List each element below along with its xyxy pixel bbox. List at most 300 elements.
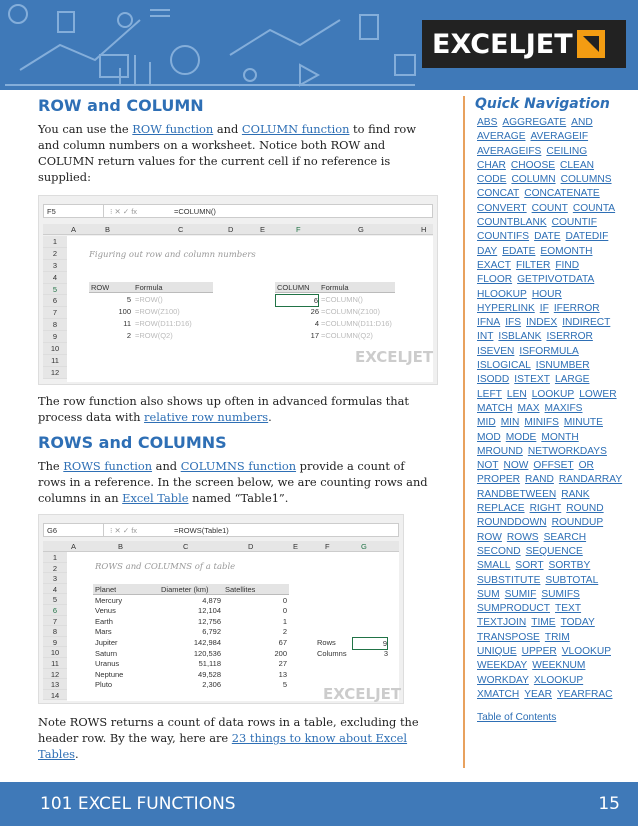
paragraph-intro [38, 121, 436, 185]
nav-link[interactable]: TODAY [560, 617, 595, 629]
sheet-title: ROWS and COLUMNS of a table [95, 562, 236, 572]
planet-name: Uranus [95, 659, 120, 669]
planet-name: Mars [95, 627, 112, 637]
watermark: EXCELJET [323, 685, 402, 703]
nav-line [477, 616, 623, 630]
nav-link[interactable]: SEQUENCE [525, 545, 583, 557]
nav-link[interactable]: CONCAT [477, 188, 520, 200]
nav-link[interactable]: RAND [525, 474, 554, 486]
nav-link[interactable]: EXACT [477, 259, 511, 271]
formula-text: =ROWS(Table1) [174, 525, 229, 535]
nav-link[interactable]: CONVERT [477, 202, 527, 214]
nav-line [477, 659, 623, 673]
nav-link[interactable]: AVERAGEIF [530, 131, 589, 143]
rows-value-active-cell: 9 [352, 637, 388, 650]
left-value: 5 [126, 295, 131, 304]
nav-link[interactable]: DATEDIF [565, 231, 609, 243]
nav-link[interactable]: GETPIVOTDATA [517, 274, 595, 286]
nav-link[interactable]: UPPER [521, 645, 557, 657]
link-excel-tables-23-things[interactable]: 23 things to know about Excel Tables [38, 731, 408, 761]
row-num: 2 [43, 248, 67, 260]
left-value: 100 [118, 307, 131, 316]
nav-line [477, 345, 623, 359]
row-num: 11 [43, 355, 67, 367]
row-num: 9 [43, 331, 67, 343]
nav-link[interactable]: ISERROR [546, 331, 593, 343]
nav-link[interactable]: MONTH [541, 431, 579, 443]
row-num: 7 [43, 307, 67, 319]
nav-link[interactable]: NOW [503, 460, 529, 472]
row-num: 8 [43, 626, 67, 637]
right-value: 4 [314, 319, 319, 328]
nav-line [477, 288, 623, 302]
nav-line [477, 187, 623, 201]
text: The [38, 459, 64, 473]
planet-satellites: 0 [282, 595, 287, 605]
col-g: G [358, 225, 364, 234]
nav-line [477, 602, 623, 616]
nav-line [477, 373, 623, 387]
name-box: G6 [44, 524, 104, 536]
planet-name: Venus [95, 606, 116, 616]
section-title-row-column: ROW and COLUMN [38, 96, 204, 115]
nav-link[interactable]: FLOOR [477, 274, 513, 286]
nav-link[interactable]: ISODD [477, 374, 510, 386]
nav-link[interactable]: CLEAN [560, 159, 595, 171]
nav-line [477, 516, 623, 530]
nav-link[interactable]: LEN [506, 388, 527, 400]
main-content [38, 96, 436, 762]
nav-link[interactable]: RANK [561, 488, 590, 500]
nav-link[interactable]: COUNTIF [551, 217, 597, 229]
col-d: D [248, 542, 254, 551]
nav-link[interactable]: COUNT [531, 202, 568, 214]
paragraph-rows-columns [38, 458, 436, 506]
section-title-rows-columns: ROWS and COLUMNS [38, 433, 227, 452]
nav-link[interactable]: OR [578, 460, 594, 472]
nav-line [477, 230, 623, 244]
row-num: 4 [43, 584, 67, 595]
col-g: G [361, 542, 367, 551]
quick-navigation-links [477, 116, 623, 702]
planet-diameter: 6,792 [202, 627, 221, 637]
nav-line [477, 531, 623, 545]
col-d: D [228, 225, 234, 234]
nav-link[interactable]: WEEKNUM [532, 660, 586, 672]
sheet-title: Figuring out row and column numbers [89, 250, 256, 260]
rows-label: Rows [317, 638, 336, 647]
left-value: 2 [126, 331, 131, 340]
nav-link[interactable]: LEFT [477, 388, 502, 400]
nav-link[interactable]: REPLACE [477, 503, 525, 515]
nav-link[interactable]: INDEX [526, 317, 558, 329]
right-formula: =COLUMN(Q2) [321, 331, 373, 340]
right-formula: =COLUMN(D11:D16) [321, 319, 392, 328]
right-formula: =COLUMN(Z100) [321, 307, 380, 316]
nav-line [477, 273, 623, 287]
nav-line [477, 402, 623, 416]
sheet-grid [67, 236, 433, 382]
nav-line [477, 645, 623, 659]
col-a: A [71, 542, 77, 551]
row-headers [43, 552, 67, 700]
col-c: C [178, 225, 184, 234]
quick-navigation-sidebar [463, 96, 623, 768]
nav-link[interactable]: CODE [477, 174, 507, 186]
nav-line [477, 473, 623, 487]
planet-satellites: 27 [278, 659, 287, 669]
column-headers [43, 224, 433, 235]
nav-link[interactable]: IFNA [477, 317, 501, 329]
formula-bar [43, 523, 399, 537]
nav-link[interactable]: ISEVEN [477, 345, 515, 357]
text: . [268, 410, 272, 424]
nav-line [477, 302, 623, 316]
nav-link[interactable]: SORT [515, 560, 544, 572]
nav-link[interactable]: AGGREGATE [502, 117, 567, 128]
nav-link[interactable]: MAX [517, 402, 540, 414]
nav-link[interactable]: PROPER [477, 474, 521, 486]
row-num: 10 [43, 343, 67, 355]
row-num: 5 [43, 284, 67, 296]
text: named “Table1”. [188, 491, 289, 505]
nav-link[interactable]: CHOOSE [510, 159, 556, 171]
nav-link[interactable]: DATE [534, 231, 561, 243]
left-formula: =ROW() [135, 295, 163, 304]
planet-diameter: 49,528 [198, 669, 221, 679]
nav-line [477, 445, 623, 459]
planet-satellites: 2 [282, 627, 287, 637]
nav-link[interactable]: CONCATENATE [524, 188, 600, 200]
col-e: E [293, 542, 299, 551]
nav-link[interactable]: ISFORMULA [519, 345, 579, 357]
nav-line [477, 559, 623, 573]
nav-line [477, 388, 623, 402]
formula-text: =COLUMN() [174, 206, 216, 216]
nav-link[interactable]: CEILING [546, 145, 588, 157]
left-formula: =ROW(Z100) [135, 307, 180, 316]
right-header-column: COLUMN [277, 283, 310, 292]
planet-name: Earth [95, 616, 113, 626]
paragraph-row-advanced [38, 393, 436, 425]
nav-line [477, 145, 623, 159]
nav-link[interactable]: XLOOKUP [533, 674, 584, 686]
nav-line [477, 674, 623, 688]
nav-link[interactable]: UNIQUE [477, 645, 517, 657]
planet-diameter: 51,118 [198, 659, 221, 669]
nav-link[interactable]: HOUR [531, 288, 562, 300]
nav-link[interactable]: ROUND [566, 503, 604, 515]
nav-link[interactable]: SECOND [477, 545, 521, 557]
row-num: 11 [43, 658, 67, 669]
nav-link[interactable]: COLUMNS [560, 174, 612, 186]
watermark: EXCELJET [355, 348, 434, 366]
right-formula: =COLUMN() [321, 295, 363, 304]
nav-line [477, 202, 623, 216]
planet-satellites: 1 [282, 616, 287, 626]
table-header-satellites: Satellites [225, 585, 256, 594]
nav-link[interactable]: YEAR [524, 688, 553, 700]
right-value: 17 [310, 331, 319, 340]
nav-line [477, 431, 623, 445]
nav-link[interactable]: TEXTJOIN [477, 617, 527, 629]
logo-mark-icon [577, 30, 605, 58]
row-num: 9 [43, 637, 67, 648]
col-a: A [71, 225, 77, 234]
nav-link[interactable]: IFERROR [553, 302, 600, 314]
columns-label: Columns [317, 649, 347, 658]
nav-line [477, 631, 623, 645]
row-num: 1 [43, 236, 67, 248]
nav-link[interactable]: ISLOGICAL [477, 360, 531, 372]
row-num: 4 [43, 272, 67, 284]
nav-link[interactable]: MINUTE [563, 417, 603, 429]
nav-line [477, 216, 623, 230]
col-f: F [325, 542, 330, 551]
nav-link[interactable]: TEXT [555, 603, 582, 615]
nav-link[interactable]: COLUMN [511, 174, 556, 186]
text: . [75, 747, 79, 761]
nav-link[interactable]: MINIFS [524, 417, 559, 429]
nav-link[interactable]: MAXIFS [544, 402, 583, 414]
link-relative-row-numbers[interactable]: relative row numbers [144, 410, 269, 424]
planet-diameter: 142,984 [193, 638, 221, 647]
nav-link[interactable]: WORKDAY [477, 674, 529, 686]
nav-link[interactable]: MIN [500, 417, 520, 429]
link-row-function[interactable]: ROW function [132, 122, 214, 136]
text: The row function also shows up often in advanced formulas that process data with [38, 394, 409, 424]
nav-line [477, 116, 623, 130]
nav-link[interactable]: ROUNDDOWN [477, 517, 547, 529]
nav-link[interactable]: HLOOKUP [477, 288, 527, 300]
right-header-formula: Formula [321, 283, 349, 292]
spreadsheet-screenshot-rows-columns [38, 514, 404, 704]
nav-link[interactable]: ISNUMBER [535, 360, 590, 372]
name-box: F5 [44, 205, 104, 217]
text: to find row and column numbers on a worksheet. Notice both ROW and COLUMN return values for the current cell if no reference is supplied: [38, 122, 417, 184]
nav-line [477, 245, 623, 259]
nav-link[interactable]: VLOOKUP [561, 645, 611, 657]
column-headers [43, 541, 399, 552]
left-formula: =ROW(Q2) [135, 331, 173, 340]
planet-satellites: 0 [282, 606, 287, 616]
row-num: 13 [43, 679, 67, 690]
planet-satellites: 5 [282, 680, 287, 690]
table-header-diameter: Diameter (km) [161, 585, 209, 594]
left-value: 11 [123, 319, 131, 328]
nav-link[interactable]: RANDBETWEEN [477, 488, 557, 500]
nav-link[interactable]: TIME [531, 617, 556, 629]
nav-link[interactable]: INT [477, 331, 494, 343]
nav-link[interactable]: DAY [477, 245, 498, 257]
nav-line [477, 688, 623, 702]
nav-link[interactable]: LOWER [579, 388, 617, 400]
nav-link[interactable]: MODE [505, 431, 537, 443]
nav-line [477, 574, 623, 588]
nav-line [477, 545, 623, 559]
nav-line [477, 316, 623, 330]
planet-satellites: 200 [274, 648, 287, 658]
sheet-grid [67, 552, 402, 703]
col-e: E [260, 225, 266, 234]
row-num: 12 [43, 367, 67, 379]
planet-name: Mercury [95, 595, 123, 605]
nav-link[interactable]: COUNTA [572, 202, 616, 214]
footer-title: 101 EXCEL FUNCTIONS [40, 794, 236, 814]
nav-line [477, 173, 623, 187]
planet-diameter: 12,104 [198, 606, 221, 616]
nav-line [477, 416, 623, 430]
nav-link[interactable]: OFFSET [533, 460, 574, 472]
row-num: 2 [43, 563, 67, 574]
col-f: F [296, 225, 301, 234]
spreadsheet-screenshot-row-column [38, 195, 438, 385]
row-headers [43, 236, 67, 379]
nav-link[interactable]: ROWS [506, 531, 539, 543]
planet-diameter: 2,306 [202, 680, 221, 690]
nav-link[interactable]: FIND [555, 259, 580, 271]
nav-link[interactable]: RIGHT [529, 503, 562, 515]
row-num: 1 [43, 552, 67, 563]
quick-navigation-title: Quick Navigation [475, 96, 610, 112]
text: You can use the [38, 122, 133, 136]
planet-satellites: 13 [278, 669, 287, 679]
nav-link[interactable]: ABS [477, 117, 498, 128]
nav-link[interactable]: ISBLANK [498, 331, 542, 343]
text: and [152, 459, 181, 473]
nav-link[interactable]: SUMIFS [541, 588, 580, 600]
text: provide a count of rows in a reference. In the screen below, we are counting rows and columns in an [38, 459, 428, 505]
nav-link[interactable]: SUMPRODUCT [477, 603, 551, 615]
fx-icon: ⁝ ✕ ✓ fx [110, 206, 138, 216]
nav-link[interactable]: INDIRECT [562, 317, 611, 329]
text: Note ROWS returns a count of data rows in a table, excluding the header row. By the way, here are [38, 715, 419, 745]
nav-link[interactable]: MATCH [477, 402, 513, 414]
nav-link[interactable]: MID [477, 417, 496, 429]
nav-link[interactable]: SUBSTITUTE [477, 574, 541, 586]
nav-link[interactable]: EDATE [502, 245, 536, 257]
nav-link[interactable]: RANDARRAY [558, 474, 623, 486]
formula-bar [43, 204, 433, 218]
nav-link[interactable]: SMALL [477, 560, 511, 572]
nav-link[interactable]: SEARCH [543, 531, 587, 543]
col-h: H [421, 225, 427, 234]
nav-line [477, 359, 623, 373]
nav-link[interactable]: COUNTBLANK [477, 217, 547, 229]
nav-link[interactable]: COUNTIFS [477, 231, 530, 243]
planet-diameter: 120,536 [193, 648, 221, 658]
planet-name: Jupiter [95, 638, 118, 647]
nav-link[interactable]: YEARFRAC [557, 688, 613, 700]
nav-link[interactable]: ROUNDUP [551, 517, 604, 529]
logo-text: EXCELJET [432, 28, 573, 60]
page-footer [0, 782, 638, 826]
nav-link[interactable]: IF [539, 302, 549, 314]
row-num: 14 [43, 690, 67, 701]
nav-link[interactable]: XMATCH [477, 688, 520, 700]
row-num: 8 [43, 319, 67, 331]
nav-line [477, 330, 623, 344]
nav-link[interactable]: NOT [477, 460, 499, 472]
left-formula: =ROW(D11:D16) [135, 319, 192, 328]
nav-link[interactable]: ISTEXT [514, 374, 550, 386]
row-num: 3 [43, 260, 67, 272]
nav-link[interactable]: MOD [477, 431, 501, 443]
nav-link[interactable]: ROW [477, 531, 502, 543]
col-b: B [118, 542, 124, 551]
fx-icon: ⁝ ✕ ✓ fx [110, 525, 138, 535]
planet-diameter: 4,879 [202, 595, 221, 605]
nav-link[interactable]: CHAR [477, 159, 506, 171]
nav-link[interactable]: WEEKDAY [477, 660, 528, 672]
nav-line [477, 159, 623, 173]
nav-link[interactable]: LOOKUP [531, 388, 575, 400]
nav-link[interactable]: SUMIF [504, 588, 537, 600]
table-header-planet: Planet [95, 585, 117, 594]
link-columns-function[interactable]: COLUMNS function [180, 459, 297, 473]
nav-link[interactable]: SUBTOTAL [545, 574, 599, 586]
page-header [0, 0, 638, 90]
planet-diameter: 12,756 [198, 616, 221, 626]
nav-line [477, 130, 623, 144]
row-num: 6 [43, 605, 67, 616]
nav-link[interactable]: TRANSPOSE [477, 631, 540, 643]
table-of-contents-link[interactable]: Table of Contents [477, 712, 557, 724]
nav-line [477, 459, 623, 473]
nav-line [477, 588, 623, 602]
nav-link[interactable]: TRIM [544, 631, 570, 643]
link-column-function[interactable]: COLUMN function [241, 122, 350, 136]
row-num: 7 [43, 616, 67, 627]
col-c: C [183, 542, 189, 551]
planet-name: Neptune [95, 669, 124, 679]
nav-link[interactable]: LARGE [554, 374, 590, 386]
exceljet-logo [422, 20, 626, 68]
paragraph-rows-note [38, 714, 436, 762]
left-header-row: ROW [91, 283, 110, 292]
planet-name: Saturn [95, 648, 118, 658]
link-rows-function[interactable]: ROWS function [63, 459, 153, 473]
nav-link[interactable]: EOMONTH [540, 245, 593, 257]
right-value: 26 [310, 307, 319, 316]
row-num: 5 [43, 594, 67, 605]
nav-line [477, 502, 623, 516]
active-cell: 6 [275, 294, 319, 307]
left-header-formula: Formula [135, 283, 163, 292]
nav-link[interactable]: IFS [505, 317, 522, 329]
nav-link[interactable]: AND [571, 117, 593, 128]
nav-link[interactable]: MROUND [477, 445, 523, 457]
planet-name: Pluto [95, 680, 113, 690]
nav-line [477, 259, 623, 273]
nav-link[interactable]: HYPERLINK [477, 302, 535, 314]
planet-satellites: 67 [278, 638, 287, 647]
nav-link[interactable]: AVERAGE [477, 131, 526, 143]
columns-value: 3 [383, 649, 388, 658]
nav-link[interactable]: NETWORKDAYS [527, 445, 607, 457]
nav-link[interactable]: AVERAGEIFS [477, 145, 542, 157]
page-number: 15 [598, 794, 620, 814]
row-num: 6 [43, 295, 67, 307]
row-num: 12 [43, 669, 67, 680]
col-b: B [105, 225, 111, 234]
nav-link[interactable]: SUM [477, 588, 500, 600]
nav-link[interactable]: FILTER [515, 259, 551, 271]
row-num: 3 [43, 573, 67, 584]
nav-line [477, 488, 623, 502]
link-excel-table[interactable]: Excel Table [122, 491, 189, 505]
nav-link[interactable]: SORTBY [548, 560, 591, 572]
